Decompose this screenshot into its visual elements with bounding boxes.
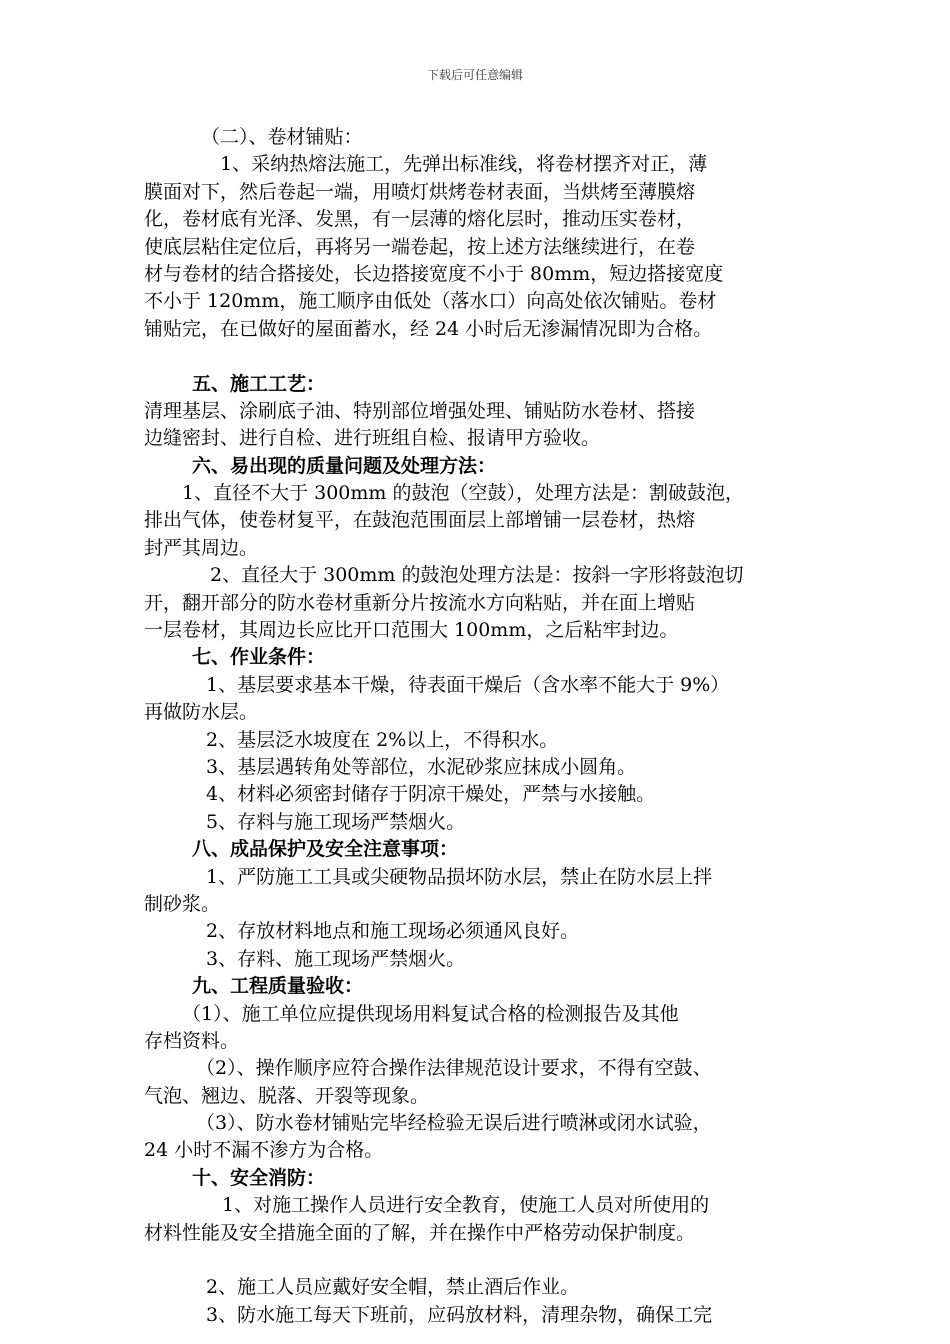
paragraph-line: 气泡、翘边、脱落、开裂等现象。	[144, 1084, 430, 1107]
paragraph-line: （1）、施工单位应提供现场用料复试合格的检测报告及其他	[182, 1002, 679, 1025]
paragraph-line: （二）、卷材铺贴：	[201, 126, 363, 148]
paragraph-line: 3、防水施工每天下班前，应码放材料，清理杂物，确保工完	[206, 1303, 713, 1326]
paragraph-line: 铺贴完，在已做好的屋面蓄水，经 24 小时后无渗漏情况即为合格。	[144, 317, 713, 340]
paragraph-line: 不小于 120mm，施工顺序由低处（落水口）向高处依次铺贴。卷材	[144, 290, 717, 313]
paragraph-line: 1、严防施工工具或尖硬物品损坏防水层，禁止在防水层上拌	[206, 865, 713, 888]
section-heading: 六、易出现的质量问题及处理方法：	[192, 454, 497, 477]
paragraph-line: （2）、操作顺序应符合操作法律规范设计要求，不得有空鼓、	[196, 1057, 712, 1080]
paragraph-line: 边缝密封、进行自检、进行班组自检、报请甲方验收。	[144, 427, 601, 450]
paragraph-line: 化，卷材底有光泽、发黑，有一层薄的熔化层时，推动压实卷材，	[144, 208, 696, 231]
paragraph-line: （3）、防水卷材铺贴完毕经检验无误后进行喷淋或闭水试验，	[196, 1112, 712, 1135]
paragraph-line: 2、施工人员应戴好安全帽，禁止酒后作业。	[206, 1276, 580, 1299]
paragraph-line: 4、材料必须密封储存于阴凉干燥处，严禁与水接触。	[206, 783, 656, 806]
document-body	[144, 124, 814, 1329]
paragraph-line: 2、直径大于 300mm 的鼓泡处理方法是：按斜一字形将鼓泡切	[210, 564, 744, 587]
header-note: 下载后可任意编辑	[426, 68, 523, 82]
paragraph-line: 一层卷材，其周边长应比开口范围大 100mm，之后粘牢封边。	[144, 619, 679, 642]
paragraph-line: 使底层粘住定位后，再将另一端卷起，按上述方法继续进行，在卷	[144, 235, 696, 258]
section-heading: 十、安全消防：	[192, 1166, 326, 1189]
section-heading: 九、工程质量验收：	[192, 975, 364, 998]
paragraph-line: 1、基层要求基本干燥，待表面干燥后（含水率不能大于 9%）	[206, 673, 730, 696]
paragraph-line: 5、存料与施工现场严禁烟火。	[206, 810, 466, 833]
section-heading: 八、成品保护及安全注意事项：	[192, 838, 459, 861]
section-heading: 五、施工工艺：	[192, 372, 326, 395]
paragraph-line: 存档资料。	[144, 1029, 240, 1052]
paragraph-line: 2、存放材料地点和施工现场必须通风良好。	[206, 920, 580, 943]
paragraph-line: 材料性能及安全措施全面的了解，并在操作中严格劳动保护制度。	[144, 1221, 696, 1244]
paragraph-line: 1、直径不大于 300mm 的鼓泡（空鼓），处理方法是：割破鼓泡，	[182, 482, 744, 505]
paragraph-line: 开，翻开部分的防水卷材重新分片按流水方向粘贴，并在面上增贴	[144, 591, 696, 614]
paragraph-line: 3、存料、施工现场严禁烟火。	[206, 947, 466, 970]
paragraph-line: 1、采纳热熔法施工，先弹出标准线，将卷材摆齐对正，薄	[220, 153, 708, 176]
paragraph-line: 24 小时不漏不渗方为合格。	[144, 1139, 384, 1162]
paragraph-line: 1、对施工操作人员进行安全教育，使施工人员对所使用的	[222, 1194, 710, 1217]
paragraph-line: 2、基层泛水坡度在 2%以上，不得积水。	[206, 728, 559, 751]
paragraph-line: 制砂浆。	[144, 892, 221, 915]
paragraph-line: 排出气体，使卷材复平，在鼓泡范围面层上部增铺一层卷材，热熔	[144, 509, 696, 532]
paragraph-line: 再做防水层。	[144, 701, 259, 724]
paragraph-line: 封严其周边。	[144, 536, 259, 559]
paragraph-line: 3、基层遇转角处等部位，水泥砂浆应抹成小圆角。	[206, 755, 637, 778]
paragraph-line: 膜面对下，然后卷起一端，用喷灯烘烤卷材表面，当烘烤至薄膜熔	[144, 180, 696, 203]
blank-line	[144, 1247, 814, 1274]
paragraph-line: 材与卷材的结合搭接处，长边搭接宽度不小于 80mm，短边搭接宽度	[144, 262, 724, 285]
paragraph-line: 清理基层、涂刷底子油、特别部位增强处理、铺贴防水卷材、搭接	[144, 399, 696, 422]
blank-line	[144, 343, 814, 370]
section-heading: 七、作业条件：	[192, 646, 326, 669]
